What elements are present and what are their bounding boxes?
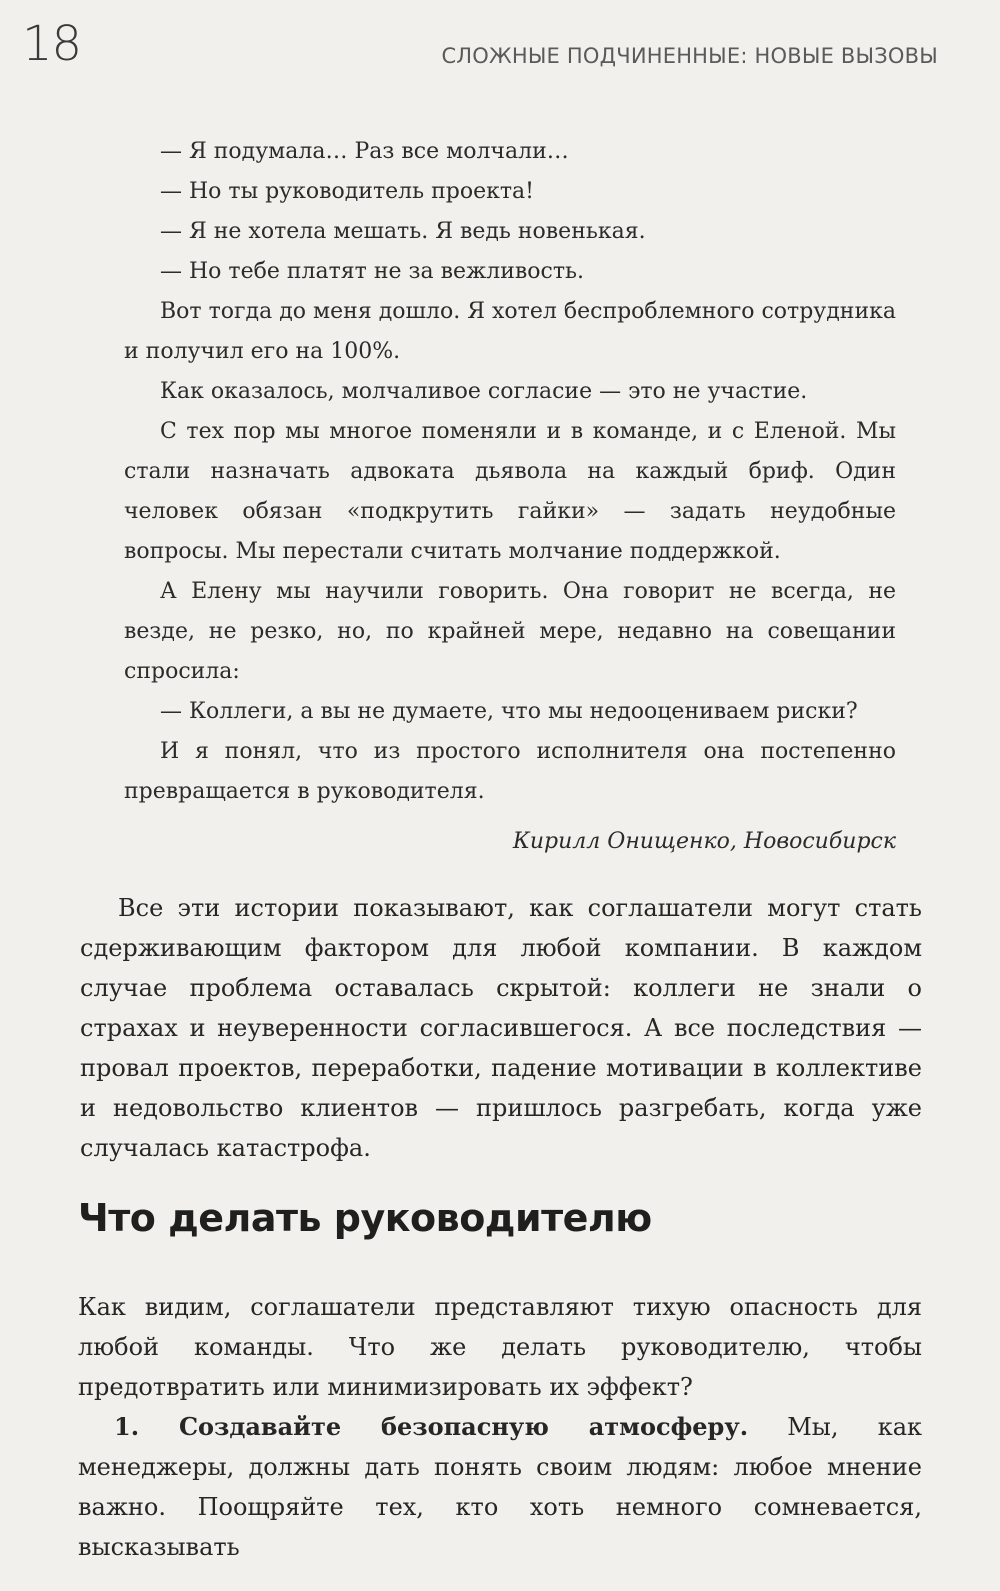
quote-paragraph: А Елену мы научили говорить. Она говорит не всегда, не везде, не резко, но, по крайней мере, недавно на совещании спросила: [124,579,896,684]
list-item-title: 1. Создавайте безопасную атмосферу. [114,1412,749,1441]
section-body [78,1287,922,1567]
list-item-text: Мы, как менеджеры, должны дать понять своим людям: любое мнение важно. Поощряйте тех, кто хоть немного сомневается, высказывать [78,1413,923,1561]
quote-paragraph: — Но тебе платят не за вежливость. [160,259,584,284]
quote-paragraph: — Но ты руководитель проекта! [160,179,534,204]
quote-paragraph: С тех пор мы многое поменяли и в команде, и с Еленой. Мы стали назначать адвоката дьявола на каждый бриф. Один человек обязан «подкрутить гайки» — задать неудобные вопросы. Мы перестали считать молчание поддержкой. [124,419,896,564]
quote-signature: Кирилл Онищенко, Новосибирск [512,829,896,854]
running-header: СЛОЖНЫЕ ПОДЧИНЕННЫЕ: НОВЫЕ ВЫЗОВЫ [441,44,938,68]
body-paragraph: Все эти истории показывают, как соглашатели могут стать сдерживающим фактором для любой компании. В каждом случае проблема оставалась скрытой: коллеги не знали о страхах и неуверенности согласившегося. А все последствия — провал проектов, переработки, падение мотивации в коллективе и недовольство клиентов — пришлось разгребать, когда уже случалась катастрофа. [80,894,922,1162]
section-intro: Как видим, соглашатели представляют тихую опасность для любой команды. Что же делать руководителю, чтобы предотвратить или минимизировать их эффект? [78,1293,922,1401]
quote-paragraph: Как оказалось, молчаливое согласие — это не участие. [160,379,808,404]
quote-paragraph: Вот тогда до меня дошло. Я хотел беспроблемного сотрудника и получил его на 100%. [124,299,896,364]
quote-paragraph: И я понял, что из простого исполнителя она постепенно превращается в руководителя. [124,739,896,804]
list-item [78,1407,922,1567]
page-number: 18 [22,16,82,72]
quote-paragraph: — Я не хотела мешать. Я ведь новенькая. [160,219,646,244]
quote-block [124,132,896,862]
quote-paragraph: — Я подумала… Раз все молчали… [160,139,569,164]
body-text [80,888,922,1168]
section-heading: Что делать руководителю [78,1196,652,1240]
quote-paragraph: — Коллеги, а вы не думаете, что мы недооцениваем риски? [160,699,858,724]
